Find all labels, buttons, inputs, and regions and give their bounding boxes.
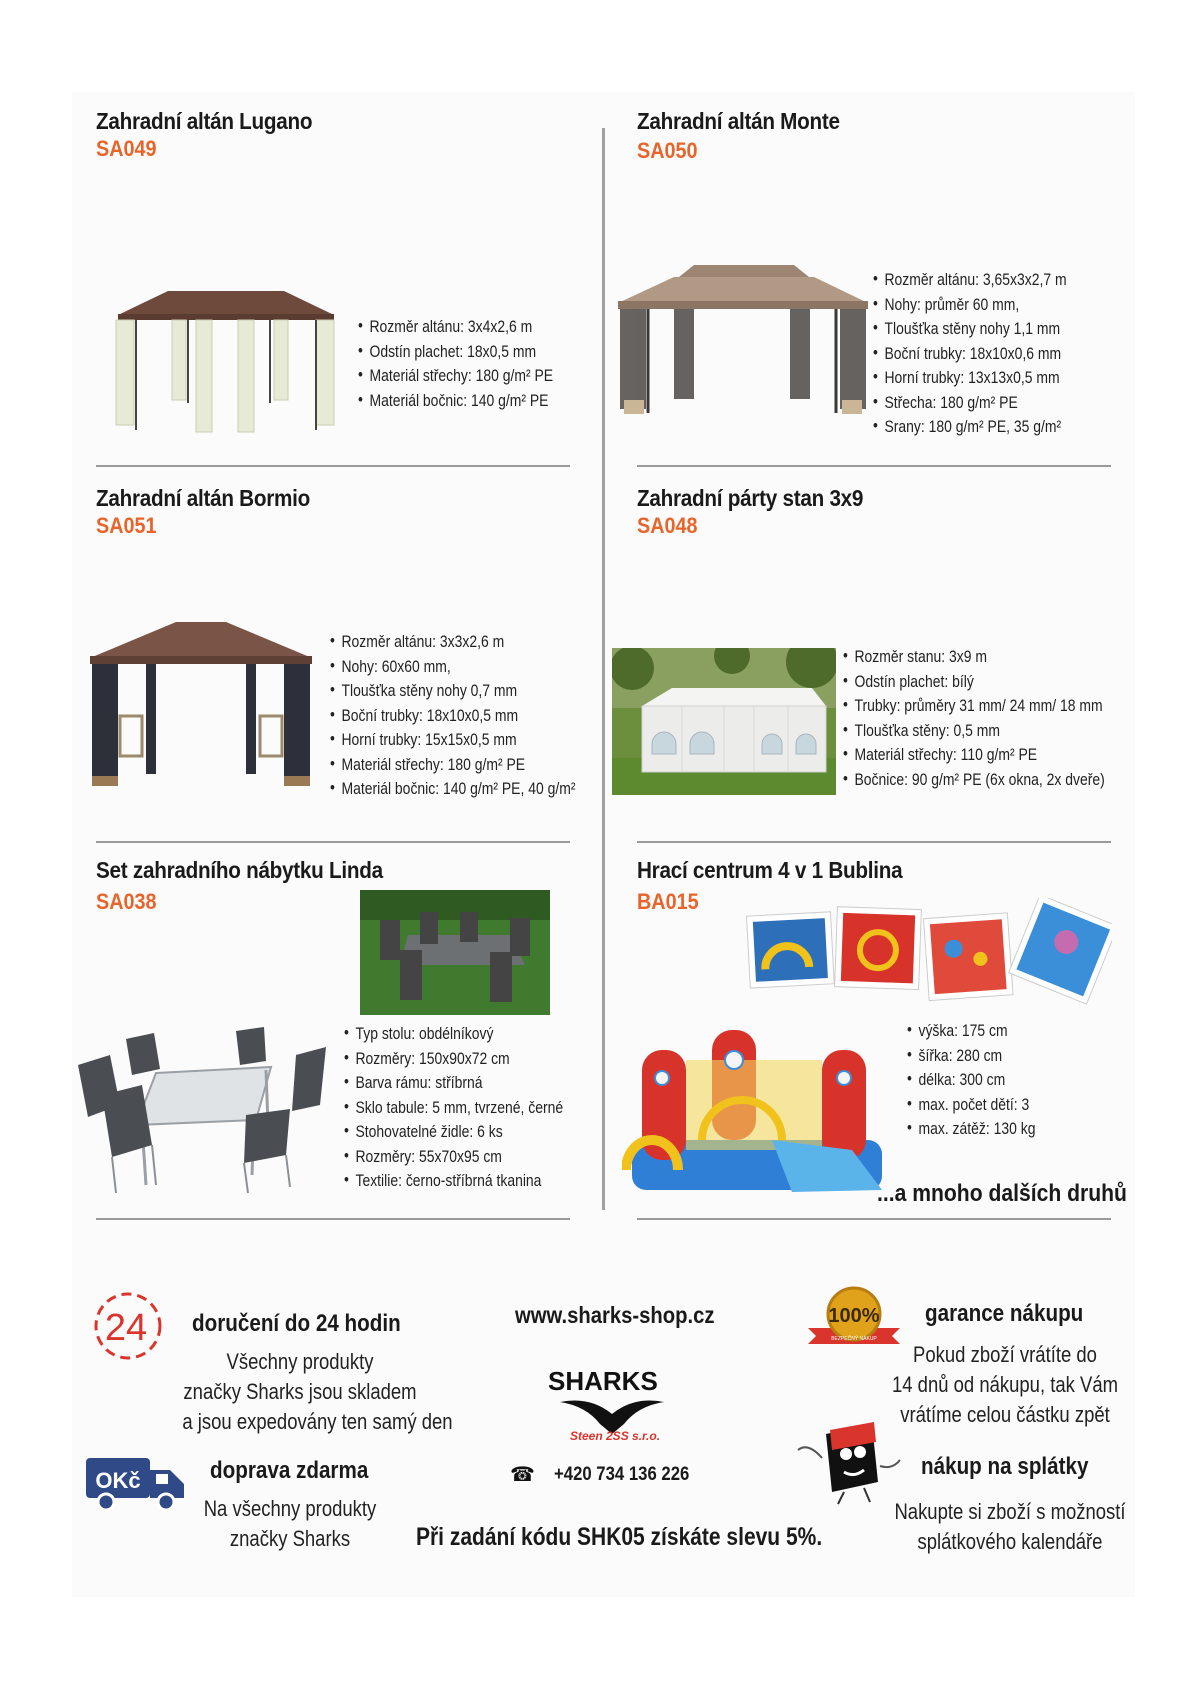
product-title: Zahradní altán Bormio bbox=[96, 485, 311, 511]
spec-item: • Textilie: černo-stříbrná tkanina bbox=[344, 1169, 563, 1194]
more-products-note: ...a mnoho dalších druhů bbox=[877, 1180, 1127, 1207]
delivery-line: a jsou expedovány ten samý den bbox=[182, 1409, 453, 1434]
installments-line: splátkového kalendáře bbox=[917, 1529, 1103, 1554]
product-specs bbox=[344, 1022, 611, 1194]
installments-mascot-icon bbox=[794, 1420, 904, 1506]
product-code: BA015 bbox=[637, 889, 699, 914]
furniture-garden-photo bbox=[360, 890, 550, 1015]
installments-line: Nakupte si zboží s možností bbox=[894, 1499, 1126, 1524]
phone-icon: ☎ bbox=[510, 1464, 535, 1486]
spec-item: • Materiál střechy: 110 g/m² PE bbox=[843, 743, 1105, 768]
product-specs bbox=[873, 268, 1109, 440]
logo-brand: SHARKS bbox=[548, 1368, 658, 1396]
spec-item: • Odstín plachet: 18x0,5 mm bbox=[358, 340, 553, 365]
product-title: Hrací centrum 4 v 1 Bublina bbox=[637, 857, 903, 883]
truck-icon bbox=[86, 1456, 186, 1512]
spec-item: • Barva rámu: stříbrná bbox=[344, 1071, 563, 1096]
product-code: SA038 bbox=[96, 889, 157, 914]
gazebo-bormio-image bbox=[86, 618, 316, 788]
shipping-text bbox=[189, 1494, 391, 1554]
product-code: SA051 bbox=[96, 513, 157, 538]
delivery-24-icon bbox=[92, 1290, 176, 1362]
delivery-title: doručení do 24 hodin bbox=[192, 1310, 401, 1337]
product-specs bbox=[330, 630, 629, 802]
product-title: Zahradní párty stan 3x9 bbox=[637, 485, 864, 511]
shipping-title: doprava zdarma bbox=[210, 1457, 369, 1484]
spec-item: • Nohy: průměr 60 mm, bbox=[873, 293, 1067, 318]
truck-label: OKč bbox=[95, 1468, 141, 1493]
spec-item: • Rozměr altánu: 3x4x2,6 m bbox=[358, 315, 553, 340]
spec-item: • výška: 175 cm bbox=[907, 1019, 1035, 1044]
product-code: SA049 bbox=[96, 136, 157, 161]
guarantee-line: 14 dnů od nákupu, tak Vám bbox=[891, 1372, 1119, 1397]
guarantee-line: vrátíme celou částku zpět bbox=[900, 1402, 1110, 1427]
spec-item: • Typ stolu: obdélníkový bbox=[344, 1022, 563, 1047]
guarantee-badge-text: 100% bbox=[828, 1305, 880, 1327]
separator bbox=[96, 1218, 570, 1220]
guarantee-text bbox=[892, 1340, 1119, 1430]
spec-item: • Rozměry: 150x90x72 cm bbox=[344, 1047, 563, 1072]
spec-item: • Horní trubky: 13x13x0,5 mm bbox=[873, 366, 1067, 391]
spec-item: • Materiál střechy: 180 g/m² PE bbox=[358, 364, 553, 389]
website-link[interactable]: www.sharks-shop.cz bbox=[515, 1302, 715, 1328]
spec-item: • Rozměr stanu: 3x9 m bbox=[843, 645, 1105, 670]
spec-item: • Střecha: 180 g/m² PE bbox=[873, 391, 1067, 416]
party-tent-image bbox=[612, 648, 836, 795]
spec-item: • Tloušťka stěny nohy 0,7 mm bbox=[330, 679, 575, 704]
guarantee-title: garance nákupu bbox=[925, 1300, 1084, 1327]
delivery-line: značky Sharks jsou skladem bbox=[183, 1379, 417, 1404]
spec-item: • Bočnice: 90 g/m² PE (6x okna, 2x dveře) bbox=[843, 768, 1105, 793]
bounce-house-image bbox=[622, 1020, 888, 1198]
shipping-line: Na všechny produkty bbox=[203, 1496, 377, 1521]
spec-item: • Materiál bočnic: 140 g/m² PE bbox=[358, 389, 553, 414]
sharks-logo bbox=[540, 1368, 684, 1450]
separator bbox=[96, 841, 570, 843]
spec-item: • Materiál bočnic: 140 g/m² PE, 40 g/m² bbox=[330, 777, 575, 802]
product-code: SA050 bbox=[637, 138, 698, 163]
guarantee-badge-icon bbox=[806, 1284, 902, 1356]
spec-item: • max. zátěž: 130 kg bbox=[907, 1117, 1035, 1142]
furniture-set-image bbox=[76, 1025, 332, 1195]
separator bbox=[637, 465, 1111, 467]
delivery-badge-text: 24 bbox=[104, 1307, 148, 1349]
phone-number[interactable]: +420 734 136 226 bbox=[554, 1464, 690, 1485]
spec-item: • Nohy: 60x60 mm, bbox=[330, 655, 575, 680]
product-specs bbox=[843, 645, 1162, 792]
spec-item: • Sklo tabule: 5 mm, tvrzené, černé bbox=[344, 1096, 563, 1121]
shipping-line: značky Sharks bbox=[229, 1526, 351, 1551]
gazebo-monte-image bbox=[614, 255, 872, 420]
spec-item: • Rozměry: 55x70x95 cm bbox=[344, 1145, 563, 1170]
delivery-text bbox=[182, 1347, 453, 1437]
delivery-line: Všechny produkty bbox=[226, 1349, 374, 1374]
discount-note: Při zadání kódu SHK05 získáte slevu 5%. bbox=[416, 1523, 823, 1551]
gazebo-lugano-image bbox=[108, 285, 344, 435]
spec-item: • Boční trubky: 18x10x0,5 mm bbox=[330, 704, 575, 729]
installments-title: nákup na splátky bbox=[921, 1453, 1089, 1480]
spec-item: • Horní trubky: 15x15x0,5 mm bbox=[330, 728, 575, 753]
guarantee-ribbon-text: BEZPEČNÝ NÁKUP bbox=[831, 1336, 877, 1342]
product-title: Zahradní altán Monte bbox=[637, 108, 840, 134]
guarantee-line: Pokud zboží vrátíte do bbox=[913, 1342, 1097, 1367]
separator bbox=[637, 1218, 1111, 1220]
product-code: SA048 bbox=[637, 513, 698, 538]
spec-item: • Rozměr altánu: 3x3x2,6 m bbox=[330, 630, 575, 655]
spec-item: • Stohovatelné židle: 6 ks bbox=[344, 1120, 563, 1145]
product-title: Zahradní altán Lugano bbox=[96, 108, 313, 134]
product-specs bbox=[358, 315, 596, 413]
spec-item: • šířka: 280 cm bbox=[907, 1044, 1035, 1069]
spec-item: • Tloušťka stěny nohy 1,1 mm bbox=[873, 317, 1067, 342]
spec-item: • Srany: 180 g/m² PE, 35 g/m² bbox=[873, 415, 1067, 440]
spec-item: • Materiál střechy: 180 g/m² PE bbox=[330, 753, 575, 778]
spec-item: • Boční trubky: 18x10x0,6 mm bbox=[873, 342, 1067, 367]
separator bbox=[637, 841, 1111, 843]
spec-item: • Trubky: průměry 31 mm/ 24 mm/ 18 mm bbox=[843, 694, 1105, 719]
spec-item: • Rozměr altánu: 3,65x3x2,7 m bbox=[873, 268, 1067, 293]
separator bbox=[96, 465, 570, 467]
logo-sub: Steen 2SS s.r.o. bbox=[570, 1429, 661, 1443]
spec-item: • Tloušťka stěny: 0,5 mm bbox=[843, 719, 1105, 744]
product-title: Set zahradního nábytku Linda bbox=[96, 857, 383, 883]
spec-item: • Odstín plachet: bílý bbox=[843, 670, 1105, 695]
installments-text bbox=[892, 1497, 1127, 1557]
spec-item: • max. počet dětí: 3 bbox=[907, 1093, 1035, 1118]
spec-item: • délka: 300 cm bbox=[907, 1068, 1035, 1093]
bounce-house-thumbnails bbox=[744, 898, 1112, 1010]
product-specs bbox=[907, 1019, 1064, 1142]
